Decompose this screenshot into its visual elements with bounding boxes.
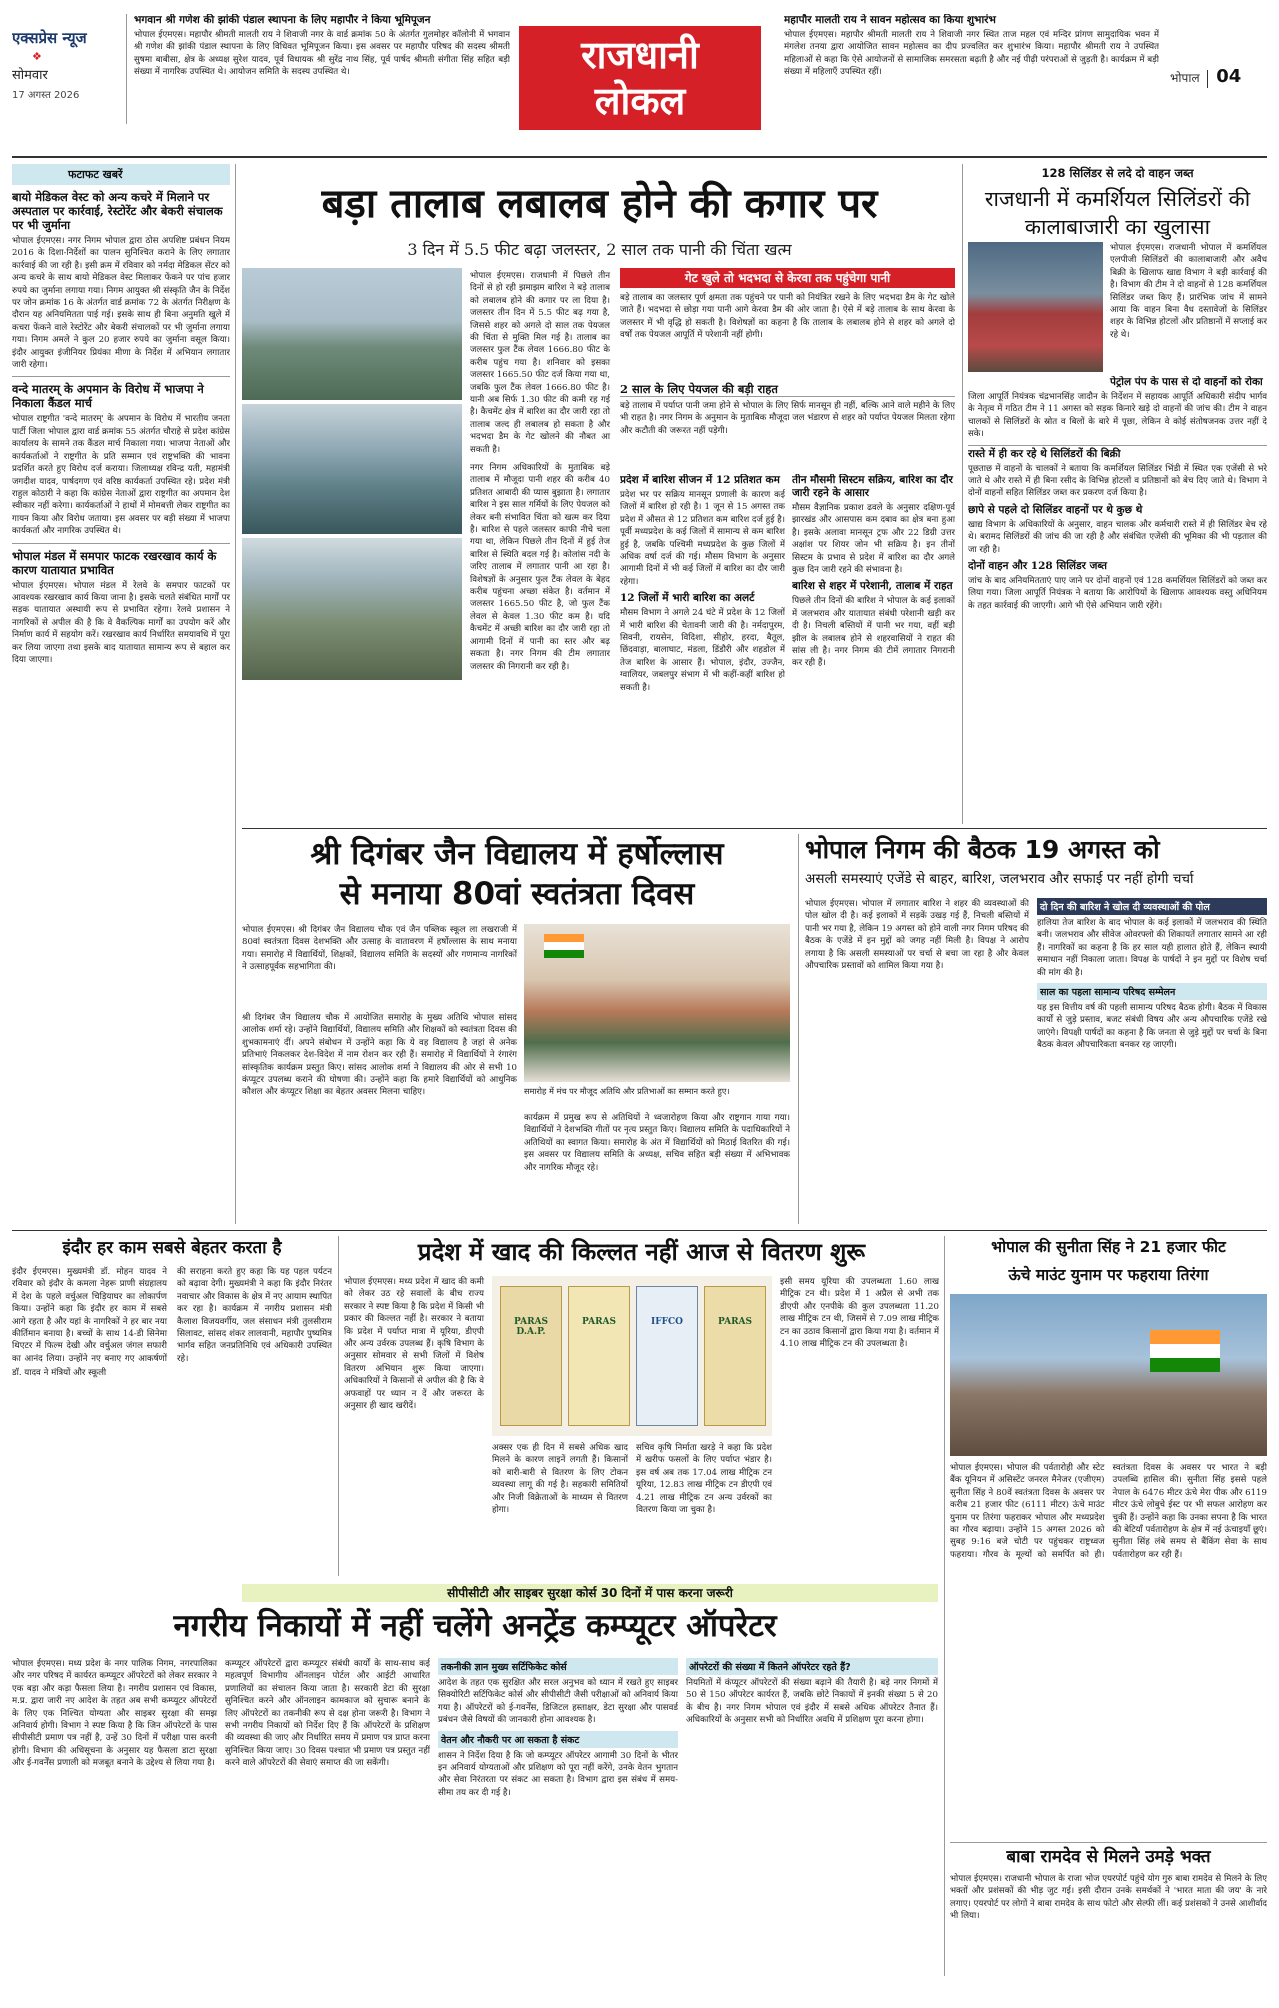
weather-col-2 [792, 474, 955, 814]
cpct-tag-2: वेतन और नौकरी पर आ सकता है संकट [438, 1731, 678, 1748]
jain-photo [524, 924, 790, 1082]
indore-foot: डॉ. यादव ने मंत्रियों और स्कूली [12, 1368, 107, 1379]
fertilizer-bag [500, 1286, 562, 1426]
lake-subhead-2: 2 साल के लिए पेयजल की बड़ी राहत [620, 382, 955, 397]
lake-photo-1 [242, 268, 462, 400]
lake-photo-3 [242, 538, 462, 680]
cylinder-body2: जिला आपूर्ति नियंत्रक चंद्रभानसिंह जादौन के निर्देशन में सहायक आपूर्ति अधिकारी संदीप भार्गव के नेतृत्व में गठित टीम ने 11 अगस्त को सड़क किनारे खड़े दो वाहनों की जांच की। टीम ने वाहन चालकों से सिलिंडरों के स्रोत व बिलों के बारे में पूछा, लेकिन वे कोई संतोषजनक उत्तर नहीं दे सके। [968, 392, 1267, 440]
top-right-story [784, 14, 1159, 138]
fertilizer-bag [636, 1286, 698, 1426]
cpct-headline: नगरीय निकायों में नहीं चलेंगे अनट्रेंड कम्प्यूटर ऑपरेटर [173, 1608, 777, 1644]
top-left-story [134, 14, 510, 138]
khad-headline: प्रदेश में खाद की किल्लत नहीं आज से वितरण शुरू [417, 1238, 866, 1266]
lake-body-r1: बड़े तालाब का जलस्तर पूर्ण क्षमता तक पहुंचने पर पानी को नियंत्रित रखने के लिए भदभदा डैम के गेट खोले जाते हैं। भदभदा से छोड़ा गया पानी आगे केरवा डैम की ओर जाता है। ऐसे में बड़े तालाब के साथ केरवा के जलस्तर में भी वृद्धि हो सकती है। विशेषज्ञों का कहना है कि तालाब के लबालब होने से शहर को अगले दो वर्षों तक पेयजल आपूर्ति में परेशानी नहीं होगी। [620, 293, 955, 341]
top-left-body: भोपाल ईएमएस। महापौर श्रीमती मालती राय ने शिवाजी नगर के वार्ड क्रमांक 50 के अंतर्गत गुलमोहर कॉलोनी में भगवान श्री गणेश की झांकी पंडाल स्थापना के लिए विधिवत भूमिपूजन किया। इस अवसर पर महापौर परिषद की सदस्य श्रीमती सुषमा बाबीसा, क्षेत्र के अध्यक्ष सुरेश यादव, पूर्व विधायक श्री सुरेंद्र नाथ सिंह, पूर्व पार्षद श्रीमती संगीता सिंह सहित बड़ी संख्या में नागरिक उपस्थित थे। आयोजन समिति के सदस्य उपस्थित थे। [134, 30, 510, 78]
nigam-story [805, 834, 1267, 1234]
cpct-body-5: नियमितों में कंप्यूटर ऑपरेटरों की संख्या बढ़ाने की तैयारी है। बड़े नगर निगमों में 50 से 150 ऑपरेटर कार्यरत हैं, जबकि छोटे निकायों में इनकी संख्या 5 से 20 के बीच है। नगर निगम भोपाल एवं इंदौर में सबसे अधिक ऑपरेटर तैनात हैं। अधिकारियों के अनुसार सभी को निर्धारित अवधि में प्रशिक्षण पूरा करना होगा। [686, 1678, 938, 1726]
cylinder-sub1: पेट्रोल पंप के पास से दो वाहनों को रोका [1110, 376, 1263, 388]
ramdev-headline: बाबा रामदेव से मिलने उमड़े भक्त [950, 1842, 1267, 1869]
indore-right-rule [338, 1236, 339, 1576]
khad-body-3: सचिव कृषि निर्माता खरड़े ने कहा कि प्रदेश में खरीफ फसलों के लिए पर्याप्त भंडार है। इस वर्ष अब तक 17.04 लाख मीट्रिक टन यूरिया, 12.83 लाख मीट्रिक टन डीएपी एवं 4.21 लाख मीट्रिक टन अन्य उर्वरकों का वितरण किया जा चुका है। [636, 1443, 772, 1516]
jain-body-2: श्री दिगंबर जैन विद्यालय चौक में आयोजित समारोह के मुख्य अतिथि भोपाल सांसद आलोक शर्मा रहे। उन्होंने विद्यार्थियों, विद्यालय समिति और शिक्षकों को स्वतंत्रता दिवस की शुभकामनाएं दीं। अपने संबोधन में उन्होंने कहा कि ये वह विद्यालय है जहां से अनेक प्रतिभाएं निकलकर देश-विदेश में नाम रोशन कर रही हैं। समारोह में विद्यार्थियों ने रंगारंग सांस्कृतिक कार्यक्रम प्रस्तुत किए। सांसद आलोक शर्मा ने विद्यालय की ओर से सभी 10 कंप्यूटर उपलब्ध कराने की घोषणा की। उन्होंने कहा कि हमारे विद्यार्थियों को आधुनिक कौशल और कंप्यूटर शिक्षा का बेहतर अवसर मिलना चाहिए। [242, 1013, 517, 1098]
masthead [0, 0, 1279, 158]
nigam-subhead: असली समस्याएं एजेंडे से बाहर, बारिश, जलभराव और सफाई पर नहीं होगी चर्चा [805, 871, 1194, 887]
left-s3-headline: भोपाल मंडल में समपार फाटक रखरखाव कार्य के कारण यातायात प्रभावित [12, 548, 217, 577]
cpct-body-3: आदेश के तहत एक सुरक्षित और सरल अनुभव को ध्यान में रखते हुए साइबर सिक्योरिटी सर्टिफिकेट कोर्स और सीपीसीटी जैसी परीक्षाओं को अनिवार्य किया गया है। ऑपरेटरों को ई-गवर्नेंस, डिजिटल हस्ताक्षर, डेटा सुरक्षा और पासवर्ड प्रबंधन जैसे विषयों की जानकारी होना आवश्यक है। [438, 1678, 678, 1726]
cpct-story [12, 1604, 938, 2000]
top-right-headline: महापौर मालती राय ने सावन महोत्सव का किया शुभारंभ [784, 14, 996, 26]
section-title-box [519, 26, 761, 130]
brand-ornament-icon: ❖ [32, 50, 42, 63]
nigam-body-2: हालिया तेज बारिश के बाद भोपाल के कई इलाकों में जलभराव की स्थिति बनी। जलभराव और सीवेज ओवरफ्लो की शिकायतें लगातार सामने आ रही हैं। नागरिकों का कहना है कि हर साल यही हालात होते हैं, लेकिन स्थायी समाधान नहीं निकाला जाता। विपक्ष के पार्षदों ने इन मुद्दों पर विशेष चर्चा की मांग की है। [1037, 918, 1267, 978]
sunita-headline-1: भोपाल की सुनीता सिंह ने 21 हजार फीट [991, 1238, 1226, 1256]
fertilizer-bag-label: PARAS [581, 1317, 617, 1327]
section-title-line2: लोकल [594, 79, 686, 123]
left-s2-body: भोपाल राष्ट्रगीत 'वन्दे मातरम्' के अपमान के विरोध में भारतीय जनता पार्टी जिला भोपाल द्वारा वार्ड क्रमांक 55 अंतर्गत चौराहे से प्रदेश कांग्रेस कार्यालय के सामने तक कैंडल मार्च निकाला गया। भाजपा नेताओं और कार्यकर्ताओं ने राष्ट्रगीत के प्रति सम्मान एवं राष्ट्रभक्ति की भावना प्रदर्शित करते हुए विरोध दर्ज कराया। जिलाध्यक्ष रविन्द्र यती, महामंत्री जगदीश यादव, पार्षदगण एवं वरिष्ठ कार्यकर्ता उपस्थित रहे। प्रदेश मंत्री राहुल कोठारी ने कहा कि कांग्रेस नेताओं द्वारा राष्ट्रगीत का अपमान देश स्वीकार नहीं करेगा। कार्यकर्ताओं ने हाथों में मोमबत्ती लेकर राष्ट्रगीत का गायन किया और विरोध जताया। इस अवसर पर बड़ी संख्या में भाजपा कार्यकर्ता और नागरिक उपस्थित थे। [12, 414, 230, 537]
cpct-band [242, 1584, 938, 1602]
sunita-story [950, 1236, 1267, 1836]
quick-news-tag: फटाफट खबरें [12, 164, 230, 185]
issue-date: 17 अगस्त 2026 [12, 90, 80, 101]
lake-right-rule [962, 164, 963, 824]
khad-body-1: भोपाल ईएमएस। मध्य प्रदेश में खाद की कमी को लेकर उठ रहे सवालों के बीच राज्य सरकार ने स्पष्ट किया है कि प्रदेश में किसी भी प्रकार की किल्लत नहीं है। सरकार ने बताया कि प्रदेश में पर्याप्त मात्रा में यूरिया, डीएपी और अन्य उर्वरक उपलब्ध हैं। कृषि विभाग के अनुसार सोमवार से सभी जिलों में विशेष वितरण अभियान शुरू किया जाएगा। अधिकारियों ने किसानों से अपील की है कि वे अफवाहों पर ध्यान न दें और जरूरत के अनुसार ही खाद खरीदें। [344, 1277, 484, 1412]
jain-right-rule [798, 834, 799, 1224]
khad-right-rule [944, 1236, 945, 1976]
mid-rule-2 [12, 1230, 1267, 1231]
jain-body-3: कार्यक्रम में प्रमुख रूप से अतिथियों ने ध्वजारोहण किया और राष्ट्रगान गाया गया। विद्यार्थियों ने देशभक्ति गीतों पर नृत्य प्रस्तुत किए। विद्यालय समिति के पदाधिकारियों ने अतिथियों का स्वागत किया। समारोह के अंत में विद्यार्थियों को मिठाई वितरित की गई। इस अवसर पर विद्यालय समिति के अध्यक्ष, सचिव सहित बड़ी संख्या में अभिभावक और नागरिक मौजूद रहे। [524, 1113, 790, 1173]
cylinder-sub2: रास्ते में ही कर रहे थे सिलिंडरों की बिक्री [968, 445, 1267, 461]
fertilizer-bag [704, 1286, 766, 1426]
left-s3-body: भोपाल ईएमएस। भोपाल मंडल में रेलवे के समपार फाटकों पर आवश्यक रखरखाव कार्य किया जाना है। इसके चलते संबंधित मार्गों पर सड़क यातायात अस्थायी रूप से प्रभावित रहेगा। रेलवे प्रशासन ने नागरिकों से अपील की है कि वे वैकल्पिक मार्गों का उपयोग करें और निर्माण कार्य में सहयोग करें। रखरखाव कार्य निर्धारित समयावधि में पूरा कर लिया जाएगा तथा इसके बाद यातायात सामान्य रूप से बहाल कर दिया जाएगा। [12, 580, 230, 665]
top-left-headline: भगवान श्री गणेश की झांकी पंडाल स्थापना के लिए महापौर ने किया भूमिपूजन [134, 14, 431, 26]
mid-rule-1 [242, 828, 1267, 829]
cylinder-body5: जांच के बाद अनियमितताएं पाए जाने पर दोनों वाहनों एवं 128 कमर्शियल सिलिंडरों को जब्त कर लिया गया। जिला आपूर्ति नियंत्रक ने बताया कि आरोपियों के खिलाफ आवश्यक वस्तु अधिनियम के तहत कार्रवाई की जाएगी। आगे भी ऐसे अभियान जारी रहेंगे। [968, 576, 1267, 611]
ramdev-story [950, 1842, 1267, 2000]
cylinder-photo [968, 242, 1103, 372]
fertilizer-bag-label: PARAS D.A.P. [513, 1317, 549, 1337]
fertilizer-bag [568, 1286, 630, 1426]
cylinder-kicker: 128 सिलिंडर से लदे दो वाहन जब्त [1041, 166, 1194, 180]
weather-h2: 12 जिलों में भारी बारिश का अलर्ट [620, 592, 755, 605]
cpct-band-text: सीपीसीटी और साइबर सुरक्षा कोर्स 30 दिनों में पास करना जरूरी [447, 1586, 733, 1600]
jain-headline-2: से मनाया 80वां स्वतंत्रता दिवस [339, 876, 695, 912]
left-s1-body: भोपाल ईएमएस। नगर निगम भोपाल द्वारा ठोस अपशिष्ट प्रबंधन नियम 2016 के दिशा-निर्देशों का पालन सुनिश्चित कराने के लिए लगातार कार्रवाई की जा रही है। इसी क्रम में रविवार को नर्मदा मेडिकल सेंटर को अन्य कचरे के साथ बायो मेडिकल वेस्ट मिलाकर फेंकने पर पांच हजार रुपये का जुर्माना लगाया गया। निगम आयुक्त श्री संस्कृति जैन के निर्देश पर जोन क्रमांक 16 के अंतर्गत वार्ड क्रमांक 72 के अंतर्गत निरीक्षण के दौरान यह अनियमितता पाई गई। इसके साथ ही बिना अनुमति खुले में कचरा फेंकने वाले रेस्टोरेंट और बेकरी संचालकों पर भी जुर्माना लगाया गया। निगम अमले ने कुल 20 हजार रुपये का जुर्माना वसूल किया। इंदौर आयुक्त इंजीनियर प्रियंका मीणा के निर्देश में अभियान लगातार जारी रहेगा। [12, 236, 230, 371]
sunita-body: भोपाल ईएमएस। भोपाल की पर्वतारोही और स्टेट बैंक यूनियन में असिस्टेंट जनरल मैनेजर (एजीएम) सुनीता सिंह ने 80वें स्वतंत्रता दिवस के अवसर पर करीब 21 हजार फीट (6111 मीटर) ऊंचे माउंट युनाम पर तिरंगा फहराकर भोपाल और मध्यप्रदेश का गौरव बढ़ाया। उन्होंने 15 अगस्त 2026 को सुबह 9:16 बजे चोटी पर पहुंचकर राष्ट्रध्वज फहराया। गौरव के मूल्यों को समर्पित को ही। स्वतंत्रता दिवस के अवसर पर भारत ने बड़ी उपलब्धि हासिल की। सुनीता सिंह इससे पहले नेपाल के 6476 मीटर ऊंचे मेरा पीक और 6119 मीटर ऊंचे लोबुचे ईस्ट पर भी सफल आरोहण कर चुकी हैं। उन्होंने कहा कि उनका सपना है कि भारत की बेटियाँ पर्वतारोहण के क्षेत्र में नई ऊंचाइयाँ छूएं। सुनीता सिंह लंबे समय से बैंकिंग सेवा के साथ पर्वतारोहण कर रही हैं। [950, 1463, 1267, 1560]
page-number: 04 [1216, 66, 1242, 87]
fertilizer-bag-label: PARAS [717, 1317, 753, 1327]
jain-headline-1: श्री दिगंबर जैन विद्यालय में हर्षोल्लास [310, 836, 724, 872]
lake-headline: बड़ा तालाब लबालब होने की कगार पर [321, 181, 878, 227]
weather-b1: प्रदेश भर पर सक्रिय मानसून प्रणाली के कारण कई जिलों में बारिश हो रही है। 1 जून से 15 अगस्त तक प्रदेश में औसत से 12 प्रतिशत कम बारिश दर्ज हुई है। पूर्वी मध्यप्रदेश के कई जिलों में सामान्य से कम बारिश हुई है, जबकि पश्चिमी मध्यप्रदेश के कुछ जिलों में अधिक वर्षा दर्ज की गई। मौसम विभाग के अनुसार आगामी दिनों में भी कई जिलों में बारिश का दौर जारी रहेगा। [620, 490, 785, 587]
nigam-tag-2: साल का पहला सामान्य परिषद सम्मेलन [1037, 983, 1267, 1000]
jain-body-1: भोपाल ईएमएस। श्री दिगंबर जैन विद्यालय चौक एवं जैन पब्लिक स्कूल ला लखराजी में 80वां स्वतंत्रता दिवस देशभक्ति और उत्साह के वातावरण में हर्षोल्लास के साथ मनाया गया। समारोह में विद्यार्थियों, शिक्षकों, विद्यालय समिति के सदस्यों और गणमान्य नागरिकों ने उत्साहपूर्वक सहभागिता की। [242, 925, 517, 973]
masthead-rule [12, 156, 1267, 158]
page-separator [1207, 70, 1208, 88]
lake-band-text: गेट खुले तो भदभदा से केरवा तक पहुंचेगा पानी [684, 271, 891, 285]
indore-headline: इंदौर हर काम सबसे बेहतर करता है [62, 1238, 282, 1258]
issue-day: सोमवार [12, 68, 48, 83]
cylinder-sub4: दोनों वाहन और 128 सिलिंडर जब्त [968, 560, 1107, 573]
sunita-headline-2: ऊंचे माउंट युनाम पर फहराया तिरंगा [1008, 1266, 1209, 1284]
cpct-body-4: शासन ने निर्देश दिया है कि जो कम्प्यूटर ऑपरेटर आगामी 30 दिनों के भीतर इन अनिवार्य योग्यताओं और प्रशिक्षण को पूरा नहीं करेंगे, उनके वेतन भुगतान और सेवा निरंतरता पर संकट आ सकता है। विभाग द्वारा इस संबंध में समय-सीमा तय कर दी गई है। [438, 1750, 678, 1798]
khad-body-4: इसी समय यूरिया की उपलब्धता 1.60 लाख मीट्रिक टन थी। प्रदेश में 1 अप्रैल से अभी तक डीएपी और एनपीके की कुल उपलब्धता 11.20 लाख मीट्रिक टन थी, जिसमें से 7.09 लाख मीट्रिक टन का उठाव किसानों द्वारा किया गया है। वर्तमान में 4.10 लाख मीट्रिक टन की उपलब्धता है। [780, 1277, 939, 1350]
cpct-body-1: भोपाल ईएमएस। मध्य प्रदेश के नगर पालिक निगम, नगरपालिका और नगर परिषद में कार्यरत कम्प्यूटर ऑपरेटरों को लेकर सरकार ने एक बड़ा और कड़ा फैसला लिया है। नगरीय प्रशासन एवं विकास, म.प्र. द्वारा जारी नए आदेश के तहत अब सभी कम्प्यूटर ऑपरेटरों के लिए एक निश्चित योग्यता और साइबर सुरक्षा की समझ अनिवार्य होगी। विभाग ने स्पष्ट किया है कि जिन ऑपरेटरों के पास सीपीसीटी प्रमाण पत्र नहीं है, उन्हें 30 दिनों में परीक्षा पास करनी होगी। विभाग की अधिसूचना के अनुसार यह फैसला डाटा सुरक्षा और ई-गवर्नेंस प्रणाली को मजबूत बनाने के उद्देश्य से लिया गया है। [12, 1659, 217, 1769]
nigam-tag-1: दो दिन की बारिश ने खोल दी व्यवस्थाओं की पोल [1037, 898, 1267, 915]
cpct-tag-1: तकनीकी ज्ञान मुख्य सर्टिफिकेट कोर्स [438, 1658, 678, 1675]
left-divider-1 [12, 376, 230, 377]
brand-name: एक्सप्रेस न्यूज [12, 29, 87, 47]
khad-photo [492, 1276, 772, 1436]
cpct-tag-3: ऑपरेटरों की संख्या में कितने ऑपरेटर रहते हैं? [686, 1658, 938, 1675]
ramdev-body: भोपाल ईएमएस। राजधानी भोपाल के राजा भोज एयरपोर्ट पहुंचे योग गुरु बाबा रामदेव से मिलने के लिए भक्तों और प्रशंसकों की भीड़ जुट गई। इसी दौरान उनके समर्थकों ने 'भारत माता की जय' के नारे लगाए। एयरपोर्ट पर लोगों ने बाबा रामदेव के साथ फोटो और सेल्फी लीं। कई प्रशंसकों ने उनसे आशीर्वाद भी लिया। [950, 1874, 1267, 1922]
lake-band [620, 268, 955, 288]
cylinder-body4: खाद्य विभाग के अधिकारियों के अनुसार, वाहन चालक और कर्मचारी रास्ते में ही सिलिंडर बेच रहे थे। बरामद सिलिंडरों की जांच की जा रही है और संबंधित एजेंसी की भूमिका की भी पड़ताल की जा रही है। [968, 519, 1267, 555]
flag-icon [544, 934, 584, 958]
indore-body: इंदौर ईएमएस। मुख्यमंत्री डॉ. मोहन यादव ने रविवार को इंदौर के कमला नेहरू प्राणी संग्रहालय में देश के पहले वर्चुअल चिड़ियाघर का लोकार्पण किया। उन्होंने कहा कि इंदौर हर काम में सबसे आगे रहता है और यहां के नागरिकों ने हर बार नया कीर्तिमान बनाया है। बच्चों के साथ 14-डी सिनेमा थिएटर में फिल्म देखी और वर्चुअल जंगल सफारी का आनंद लिया। उन्होंने नए बनाए गए आकर्षणों की सराहना करते हुए कहा कि यह पहल पर्यटन को बढ़ावा देगी। मुख्यमंत्री ने कहा कि इंदौर निरंतर नवाचार और विकास के क्षेत्र में नए आयाम स्थापित कर रहा है। कार्यक्रम में नगरीय प्रशासन मंत्री कैलाश विजयवर्गीय, जल संसाधन मंत्री तुलसीराम सिलावट, सांसद शंकर लालवानी, महापौर पुष्यमित्र भार्गव सहित जनप्रतिनिधि एवं अधिकारी उपस्थित रहे। [12, 1267, 332, 1364]
nigam-body-1: भोपाल ईएमएस। भोपाल में लगातार बारिश ने शहर की व्यवस्थाओं की पोल खोल दी है। कई इलाकों में सड़कें उखड़ गई हैं, निचली बस्तियों में पानी भर गया है, लेकिन 19 अगस्त को होने वाली नगर निगम परिषद की बैठक के एजेंडे में इन मुद्दों को जगह नहीं मिली है। विपक्ष ने आरोप लगाया है कि असली समस्याओं पर चर्चा से बचा जा रहा है और केवल औपचारिक प्रस्तावों को शामिल किया गया है। [805, 899, 1029, 972]
nigam-body-3: यह इस वित्तीय वर्ष की पहली सामान्य परिषद बैठक होगी। बैठक में विकास कार्यों से जुड़े प्रस्ताव, बजट संबंधी विषय और अन्य औपचारिक एजेंडे रखे जाएंगे। विपक्षी पार्षदों का कहना है कि जनता से जुड़े मुद्दों पर चर्चा के बिना बैठक केवल औपचारिकता बनकर रह जाएगी। [1037, 1003, 1267, 1051]
cpct-col-4 [686, 1658, 938, 1998]
lake-body-mid: नगर निगम अधिकारियों के मुताबिक बड़े तालाब में मौजूदा पानी शहर की करीब 40 प्रतिशत आबादी की प्यास बुझाता है। लगातार बारिश ने इस साल गर्मियों के लिए पेयजल को लेकर बनी संभावित चिंता को खत्म कर दिया है। बारिश से पहले जलस्तर काफी नीचे चला गया था, लेकिन पिछले तीन दिनों में हुई तेज बारिश से स्थिति बदल गई है। कोलांस नदी के जरिए तालाब में लगातार पानी आ रहा है। विशेषज्ञों के अनुसार फुल टैंक लेवल के बेहद करीब पहुंचना अच्छा संकेत है। वर्तमान में जलस्तर 1665.50 फीट है, जो फुल टैंक लेवल से केवल 1.30 फीट कम है। यदि कैचमेंट में अच्छी बारिश का दौर जारी रहा तो आगामी दिनों में पानी का स्तर और बढ़ सकता है। नगर निगम की टीम लगातार जलस्तर की निगरानी कर रही है। [470, 463, 610, 672]
top-right-body: भोपाल ईएमएस। महापौर श्रीमती मालती राय ने शिवाजी नगर स्थित ताज महल एवं मन्दिर प्रांगण सामुदायिक भवन में मंगलेश तनया द्वारा आयोजित सावन महोत्सव का दीप प्रज्वलित कर शुभारंभ किया। महापौर श्रीमती राय ने उपस्थित महिलाओं से कहा कि ऐसे आयोजनों से सामाजिक समरसता बढ़ती है और नई पीढ़ी परंपराओं से जुड़ती है। कार्यक्रम में बड़ी संख्या में महिलाएँ उपस्थित रहीं। [784, 30, 1159, 78]
jain-story [242, 834, 792, 1234]
jain-caption: समारोह में मंच पर मौजूद अतिथि और प्रतिभाओं का सम्मान करते हुए। [524, 1086, 730, 1096]
weather-col-1 [620, 474, 785, 814]
left-s1-headline: बायो मेडिकल वेस्ट को अन्य कचरे में मिलाने पर अस्पताल पर कार्रवाई, रेस्टोरेंट और बेकरी संचालक पर भी जुर्माना [12, 190, 223, 232]
weather-h3: तीन मौसमी सिस्टम सक्रिय, बारिश का दौर जारी रहने के आसार [792, 474, 953, 499]
brand-box [12, 14, 127, 124]
section-title-line1: राजधानी [581, 33, 699, 77]
cpct-col-3 [438, 1658, 678, 1998]
nigam-right [1037, 898, 1267, 1228]
khad-body-2: अक्सर एक ही दिन में सबसे अधिक खाद मिलने के कारण लाइनें लगती हैं। किसानों को बारी-बारी से वितरण के लिए टोकन व्यवस्था लागू की गई है। सहकारी समितियों और निजी विक्रेताओं के माध्यम से वितरण होगा। [492, 1443, 628, 1516]
indore-story [12, 1236, 332, 1576]
sunita-photo [950, 1294, 1267, 1456]
cylinder-sub3: छापे से पहले दो सिलिंडर वाहनों पर थे कुछ थे [968, 503, 1143, 516]
cylinder-body1: भोपाल ईएमएस। राजधानी भोपाल में कमर्शियल एलपीजी सिलिंडरों की कालाबाजारी और अवैध बिक्री के खिलाफ खाद्य विभाग ने बड़ी कार्रवाई की है। विभाग की टीम ने दो वाहनों से 128 कमर्शियल सिलिंडर जब्त किए हैं। प्रारंभिक जांच में सामने आया कि वाहन बिना वैध दस्तावेजों के सिलिंडर शहर के विभिन्न होटलों और प्रतिष्ठानों में सप्लाई कर रहे थे। [1110, 243, 1267, 340]
page-label [1170, 66, 1270, 96]
weather-h4: बारिश से शहर में परेशानी, तालाब में राहत [792, 580, 953, 593]
lake-photo-2 [242, 404, 462, 534]
left-s2-headline: वन्दे मातरम् के अपमान के विरोध में भाजपा ने निकाला कैंडल मार्च [12, 382, 204, 411]
cpct-body-2: कम्प्यूटर ऑपरेटरों द्वारा कम्प्यूटर संबंधी कार्यों के साथ-साथ कई महत्वपूर्ण विभागीय ऑनलाइन पोर्टल और आईटी आधारित प्रणालियों का संचालन किया जाता है। सरकारी डेटा की सुरक्षा सुनिश्चित करने और ऑनलाइन कामकाज को सुचारू बनाने के लिए ऑपरेटरों का तकनीकी रूप से दक्ष होना जरूरी है। विभाग ने सभी नगरीय निकायों को निर्देश दिए हैं कि ऑपरेटरों के प्रशिक्षण की व्यवस्था की जाए और निर्धारित समय में प्रमाण पत्र प्राप्त करना सुनिश्चित किया जाए। 30 दिवस पश्चात भी प्रमाण पत्र प्रस्तुत नहीं करने वाले ऑपरेटरों की सेवाएं समाप्त की जा सकेंगी। [225, 1659, 430, 1769]
cylinder-lower [968, 376, 1267, 816]
lake-body-left: भोपाल ईएमएस। राजधानी में पिछले तीन दिनों से हो रही झमाझम बारिश ने बड़े तालाब को लबालब होने की कगार पर ला दिया है। जलस्तर तीन दिन में 5.5 फीट बढ़ गया है, जिससे शहर को अगले दो साल तक पेयजल की चिंता से मुक्ति मिल गई है। तालाब का जलस्तर फुल टैंक लेवल 1666.80 फीट के करीब पहुंच गया है। शनिवार को इसका जलस्तर 1665.50 फीट दर्ज किया गया था, जबकि फुल टैंक लेवल 1666.80 फीट है। यानी अब सिर्फ 1.30 फीट की कमी रह गई है। कैचमेंट क्षेत्र में बारिश का दौर जारी रहा तो तालाब जल्द ही लबालब हो सकता है और भदभदा डैम के गेट खोलने की नौबत आ सकती है। [470, 271, 610, 455]
weather-b3: मौसम वैज्ञानिक प्रकाश ढवले के अनुसार दक्षिण-पूर्व झारखंड और आसपास कम दबाव का क्षेत्र बना हुआ है। इसके अलावा मानसून ट्रफ और 22 डिग्री उत्तर अक्षांश पर शियर जोन भी सक्रिय है। इन तीनों सिस्टम के प्रभाव से प्रदेश में बारिश का दौर अगले कुछ दिन जारी रहने की संभावना है। [792, 503, 955, 576]
lake-story [242, 164, 957, 824]
lake-body-r2: बड़े तालाब में पर्याप्त पानी जमा होने से भोपाल के लिए सिर्फ मानसून ही नहीं, बल्कि आने वाले महीने के लिए भी राहत है। नगर निगम के अनुमान के मुताबिक मौजूदा जल भंडारण से शहर को पर्याप्त पेयजल मिलता रहेगा और कटौती की जरूरत नहीं पड़ेगी। [620, 401, 955, 436]
cylinder-body3: पूछताछ में वाहनों के चालकों ने बताया कि कमर्शियल सिलिंडर भिंडी में स्थित एक एजेंसी से भरे जाते थे और रास्ते में ही बिना रसीद के विभिन्न होटलों व प्रतिष्ठानों को बेच दिए जाते थे। विभाग ने दोनों वाहनों सहित सिलिंडर जब्त कर प्रकरण दर्ज किया है। [968, 463, 1267, 499]
cylinder-story [968, 164, 1267, 824]
weather-h1: प्रदेश में बारिश सीजन में 12 प्रतिशत कम [620, 474, 780, 486]
weather-b4: पिछले तीन दिनों की बारिश ने भोपाल के कई इलाकों में जलभराव और यातायात संबंधी परेशानी खड़ी कर दी है। निचली बस्तियों में पानी भर गया, वहीं बड़ी झील के लबालब होने से शहरवासियों ने राहत की सांस ली है। नगर निगम की टीमें लगातार निगरानी कर रही हैं। [792, 596, 955, 669]
left-divider-2 [12, 543, 230, 544]
left-column [12, 164, 230, 1224]
left-col-rule [235, 164, 236, 1224]
city-label: भोपाल [1170, 71, 1200, 85]
khad-story [344, 1236, 939, 1576]
weather-b2: मौसम विभाग ने अगले 24 घंटे में प्रदेश के 12 जिलों में भारी बारिश की चेतावनी जारी की है। नर्मदापुरम, सिवनी, रायसेन, विदिशा, सीहोर, हरदा, बैतूल, छिंदवाड़ा, बालाघाट, मंडला, डिंडौरी और शहडोल में तेज बारिश के आसार हैं। भोपाल, इंदौर, उज्जैन, ग्वालियर, जबलपुर संभाग में भी कहीं-कहीं बारिश हो सकती है। [620, 608, 785, 693]
flag-icon [1150, 1330, 1220, 1372]
fertilizer-bag-label: IFFCO [651, 1317, 683, 1327]
lake-subhead: 3 दिन में 5.5 फीट बढ़ा जलस्तर, 2 साल तक पानी की चिंता खत्म [407, 240, 792, 259]
nigam-headline: भोपाल निगम की बैठक 19 अगस्त को [805, 835, 1160, 864]
cylinder-headline: राजधानी में कमर्शियल सिलिंडरों की कालाबाजारी का खुलासा [984, 187, 1251, 239]
